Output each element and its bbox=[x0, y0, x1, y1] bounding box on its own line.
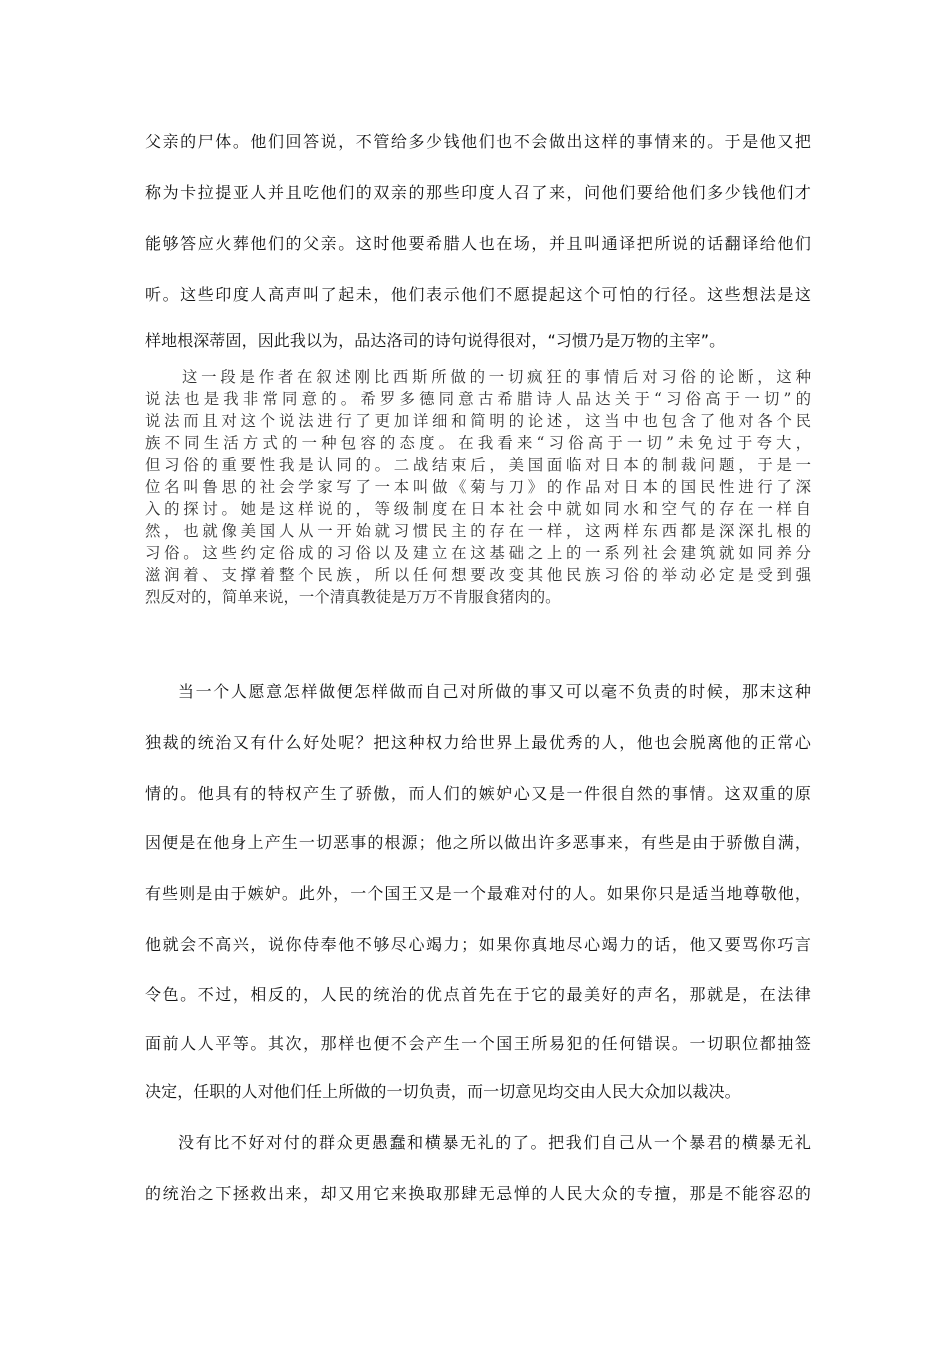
commentary-line: 说法而且对这个说法进行了更加详细和简明的论述，这当中也包含了他对各个民 bbox=[145, 412, 811, 430]
paragraph1-line: 听。这些印度人高声叫了起未，他们表示他们不愿提起这个可怕的行径。这些想法是这 bbox=[145, 285, 811, 304]
commentary-line: 习俗。这些约定俗成的习俗以及建立在这基础之上的一系列社会建筑就如同养分 bbox=[145, 544, 811, 562]
paragraph1-line: 样地根深蒂固，因此我以为，品达洛司的诗句说得很对，“习惯乃是万物的主宰”。 bbox=[145, 331, 726, 350]
commentary-line: 烈反对的，简单来说，一个清真教徒是万万不肯服食猪肉的。 bbox=[145, 588, 561, 606]
commentary-line: 入的探讨。她是这样说的，等级制度在日本社会中就如同水和空气的存在一样自 bbox=[145, 500, 811, 518]
paragraph2-line: 情的。他具有的特权产生了骄傲，而人们的嫉妒心又是一件很自然的事情。这双重的原 bbox=[145, 784, 811, 803]
commentary-line: 但习俗的重要性我是认同的。二战结束后，美国面临对日本的制裁问题，于是一 bbox=[145, 456, 811, 474]
paragraph2-line: 当一个人愿意怎样做便怎样做而自己对所做的事又可以毫不负责的时候，那末这种 bbox=[178, 682, 811, 701]
paragraph2-line: 面前人人平等。其次，那样也便不会产生一个国王所易犯的任何错误。一切职位都抽签 bbox=[145, 1034, 811, 1053]
paragraph1-line: 能够答应火葬他们的父亲。这时他要希腊人也在场，并且叫通译把所说的话翻译给他们 bbox=[145, 234, 811, 253]
paragraph2-line: 他就会不高兴，说你侍奉他不够尽心竭力；如果你真地尽心竭力的话，他又要骂你巧言 bbox=[145, 935, 811, 954]
commentary-line: 滋润着、支撑着整个民族，所以任何想要改变其他民族习俗的举动必定是受到强 bbox=[145, 566, 811, 584]
paragraph3-line: 的统治之下拯救出来，却又用它来换取那肆无忌惮的人民大众的专擅，那是不能容忍的 bbox=[145, 1184, 811, 1203]
paragraph2-line: 有些则是由于嫉妒。此外，一个国王又是一个最难对付的人。如果你只是适当地尊敬他， bbox=[145, 884, 811, 903]
paragraph2-line: 因便是在他身上产生一切恶事的根源；他之所以做出许多恶事来，有些是由于骄傲自满， bbox=[145, 833, 811, 852]
paragraph1-line: 父亲的尸体。他们回答说，不管给多少钱他们也不会做出这样的事情来的。于是他又把 bbox=[145, 132, 811, 151]
commentary-line: 这一段是作者在叙述刚比西斯所做的一切疯狂的事情后对习俗的论断，这种 bbox=[182, 368, 811, 386]
paragraph2-line: 令色。不过，相反的，人民的统治的优点首先在于它的最美好的声名，那就是，在法律 bbox=[145, 985, 811, 1004]
paragraph1-line: 称为卡拉提亚人并且吃他们的双亲的那些印度人召了来，问他们要给他们多少钱他们才 bbox=[145, 183, 811, 202]
commentary-line: 位名叫鲁思的社会学家写了一本叫做《菊与刀》的作品对日本的国民性进行了深 bbox=[145, 478, 811, 496]
paragraph2-line: 决定，任职的人对他们任上所做的一切负责，而一切意见均交由人民大众加以裁决。 bbox=[145, 1082, 741, 1101]
commentary-line: 族不同生活方式的一种包容的态度。在我看来“习俗高于一切”未免过于夸大， bbox=[145, 434, 811, 452]
commentary-line: 说法也是我非常同意的。希罗多德同意古希腊诗人品达关于“习俗高于一切”的 bbox=[145, 390, 811, 408]
paragraph3-line: 没有比不好对付的群众更愚蠢和横暴无礼的了。把我们自己从一个暴君的横暴无礼 bbox=[178, 1133, 811, 1152]
commentary-block bbox=[145, 366, 811, 608]
commentary-line: 然，也就像美国人从一开始就习惯民主的存在一样，这两样东西都是深深扎根的 bbox=[145, 522, 811, 540]
paragraph2-line: 独裁的统治又有什么好处呢？把这种权力给世界上最优秀的人，他也会脱离他的正常心 bbox=[145, 733, 811, 752]
